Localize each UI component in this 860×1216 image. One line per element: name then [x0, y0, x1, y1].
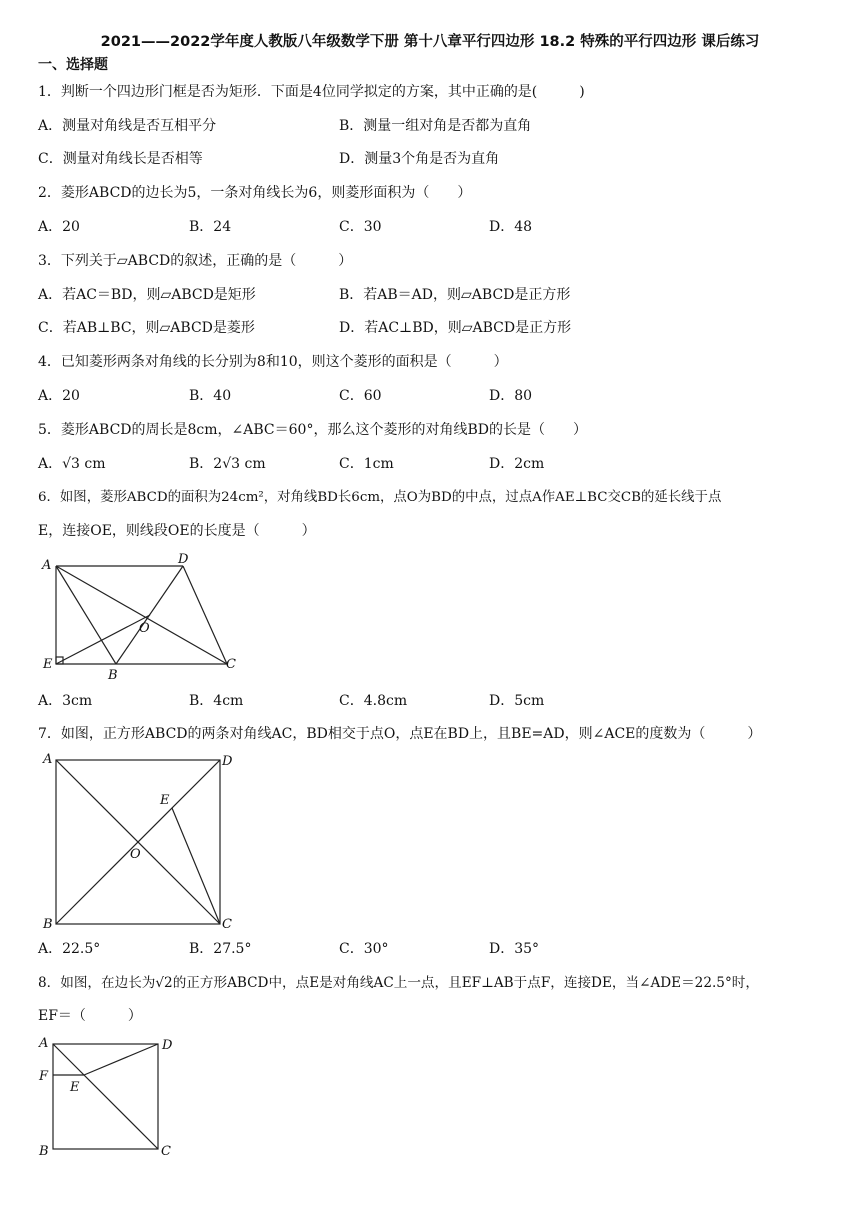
fig8-label-d: D	[162, 1038, 173, 1053]
q4-option-d: D．80	[489, 388, 533, 404]
fig6-label-e: E	[43, 657, 53, 672]
q6-option-b: B．4cm	[189, 693, 244, 709]
q2-option-a: A．20	[38, 219, 80, 235]
q3-option-b: B．若AB＝AD，则▱ABCD是正方形	[339, 287, 571, 303]
fig8-label-c: C	[161, 1144, 171, 1159]
fig6-label-b: B	[108, 668, 118, 683]
page-title: 2021——2022学年度人教版八年级数学下册 第十八章平行四边形 18.2 特殊的平行四边形 课后练习	[100, 34, 760, 50]
q5-option-c: C．1cm	[339, 456, 394, 472]
q1-option-a: A．测量对角线是否互相平分	[38, 118, 217, 134]
q2-option-d: D．48	[489, 219, 533, 235]
question-8-stem-line1: 8．如图，在边长为√2的正方形ABCD中，点E是对角线AC上一点，且EF⊥AB于点F，连接DE，当∠ADE＝22.5°时，	[38, 975, 759, 991]
q3-option-c: C．若AB⊥BC，则▱ABCD是菱形	[38, 320, 255, 336]
fig7-label-a: A	[43, 752, 53, 767]
q5-option-a: A．√3 cm	[38, 456, 106, 472]
question-5-stem: 5．菱形ABCD的周长是8cm，∠ABC＝60°，那么这个菱形的对角线BD的长是（ ）	[38, 422, 587, 438]
fig7-label-b: B	[43, 917, 53, 932]
q6-option-d: D．5cm	[489, 693, 545, 709]
q7-option-b: B．27.5°	[189, 941, 252, 957]
q3-option-d: D．若AC⊥BD，则▱ABCD是正方形	[339, 320, 572, 336]
question-8-stem-line2: EF＝（ ）	[38, 1008, 142, 1024]
fig8-label-a: A	[39, 1036, 49, 1051]
figure-q8	[36, 1034, 186, 1168]
question-3-stem: 3．下列关于▱ABCD的叙述，正确的是（ ）	[38, 253, 353, 269]
fig7-label-e: E	[160, 793, 170, 808]
fig6-label-a: A	[42, 558, 52, 573]
q2-option-b: B．24	[189, 219, 232, 235]
question-2-stem: 2．菱形ABCD的边长为5，一条对角线长为6，则菱形面积为（ ）	[38, 185, 472, 201]
figure-q6	[38, 552, 248, 688]
question-4-stem: 4．已知菱形两条对角线的长分别为8和10，则这个菱形的面积是（ ）	[38, 354, 508, 370]
q2-option-c: C．30	[339, 219, 382, 235]
q5-option-b: B．2√3 cm	[189, 456, 266, 472]
q4-option-b: B．40	[189, 388, 232, 404]
fig8-label-e: E	[70, 1080, 80, 1095]
figure-q7	[38, 748, 248, 938]
q6-option-a: A．3cm	[38, 693, 93, 709]
fig6-label-c: C	[226, 657, 236, 672]
question-6-stem-line2: E，连接OE，则线段OE的长度是（ ）	[38, 523, 316, 539]
fig6-label-o: O	[139, 621, 150, 636]
q4-option-a: A．20	[38, 388, 80, 404]
fig7-label-c: C	[222, 917, 232, 932]
q3-option-a: A．若AC＝BD，则▱ABCD是矩形	[38, 287, 256, 303]
q4-option-c: C．60	[339, 388, 382, 404]
fig7-label-o: O	[130, 847, 141, 862]
question-7-stem: 7．如图，正方形ABCD的两条对角线AC，BD相交于点O，点E在BD上，且BE=AD，则∠ACE的度数为（ ）	[38, 726, 762, 742]
q1-option-b: B．测量一组对角是否都为直角	[339, 118, 532, 134]
q6-option-c: C．4.8cm	[339, 693, 408, 709]
q7-option-c: C．30°	[339, 941, 389, 957]
section-heading: 一、选择题	[38, 57, 108, 73]
question-6-stem-line1: 6．如图，菱形ABCD的面积为24cm²，对角线BD长6cm，点O为BD的中点，过点A作AE⊥BC交CB的延长线于点	[38, 490, 722, 505]
fig6-label-d: D	[178, 552, 189, 567]
fig8-label-b: B	[39, 1144, 49, 1159]
q5-option-d: D．2cm	[489, 456, 545, 472]
fig7-label-d: D	[222, 754, 233, 769]
fig8-label-f: F	[39, 1069, 49, 1084]
question-1-stem: 1．判断一个四边形门框是否为矩形．下面是4位同学拟定的方案，其中正确的是( )	[38, 84, 585, 100]
q1-option-c: C．测量对角线长是否相等	[38, 151, 203, 167]
q1-option-d: D．测量3个角是否为直角	[339, 151, 500, 167]
q7-option-a: A．22.5°	[38, 941, 101, 957]
q7-option-d: D．35°	[489, 941, 540, 957]
